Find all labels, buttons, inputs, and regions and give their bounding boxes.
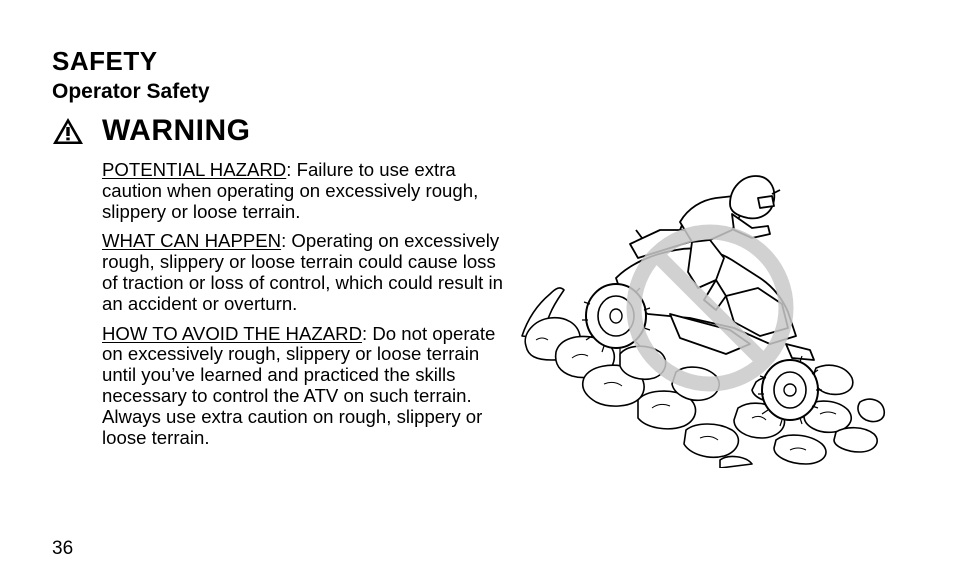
hazard-label: POTENTIAL HAZARD [102, 159, 287, 180]
avoidance-text: : Do not operate on excessively rough, slippery or loose terrain until you’ve learned and practiced the skills necessary to control the ATV on such terrain. Always use extra caution on rough, slippery or loose terrain. [102, 322, 496, 448]
avoidance-label: HOW TO AVOID THE HAZARD [102, 322, 363, 344]
warning-body [102, 160, 512, 457]
page-number: 36 [52, 538, 74, 559]
hazard-paragraph [102, 160, 512, 222]
avoidance-paragraph [102, 324, 512, 449]
warning-heading: WARNING [102, 114, 251, 147]
consequence-label: WHAT CAN HAPPEN [102, 230, 282, 252]
consequence-text: : Operating on excessively rough, slippery or loose terrain could cause loss of traction or loss of control, which could result in an accident or overturn. [102, 230, 503, 314]
subsection-title: Operator Safety [52, 80, 210, 103]
warning-triangle-icon [52, 117, 84, 145]
warning-header [52, 114, 251, 148]
section-title: SAFETY [52, 46, 158, 76]
consequence-paragraph [102, 231, 512, 314]
hazard-text: : Failure to use extra caution when operating on excessively rough, slippery or loose terrain. [102, 159, 479, 222]
atv-rocky-terrain-illustration [520, 168, 886, 468]
